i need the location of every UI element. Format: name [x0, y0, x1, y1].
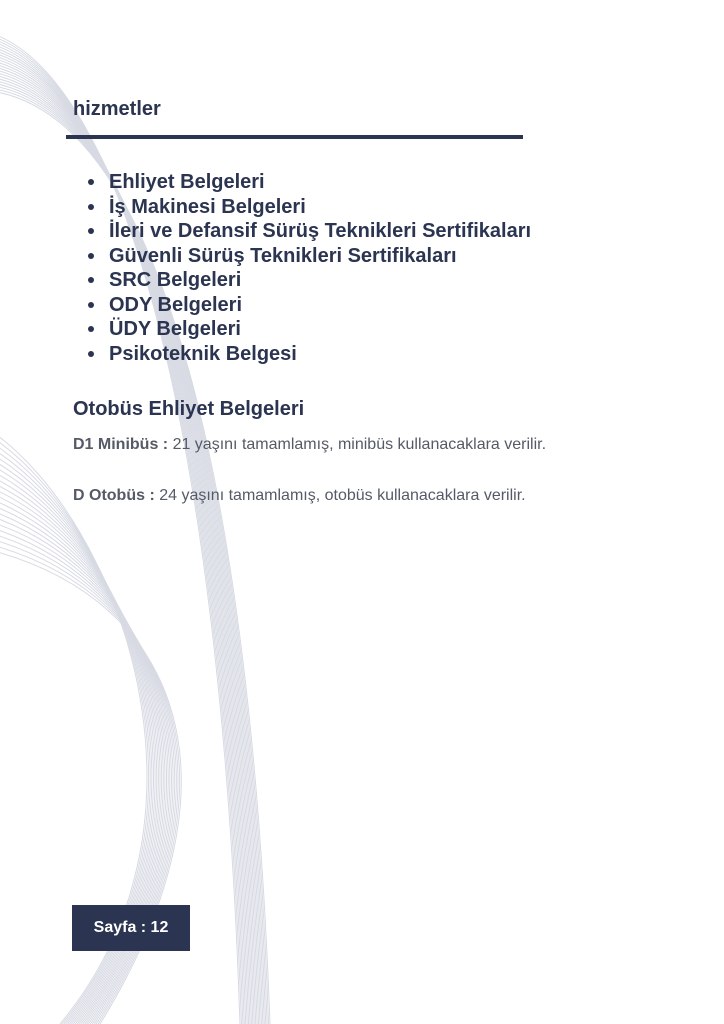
d1-license-description [73, 436, 546, 454]
d-license-description [73, 487, 526, 505]
list-item [88, 219, 531, 244]
section-heading: hizmetler [73, 98, 161, 120]
list-item [88, 342, 531, 367]
list-item [88, 170, 531, 195]
service-label: Psikoteknik Belgesi [109, 342, 297, 365]
list-item [88, 293, 531, 318]
heading-underline [66, 135, 523, 139]
page-number-badge: Sayfa : 12 [72, 905, 190, 951]
list-item [88, 244, 531, 269]
list-item [88, 195, 531, 220]
bullet-icon [88, 253, 94, 259]
service-label: İleri ve Defansif Sürüş Teknikleri Sertifikaları [109, 220, 532, 242]
list-item [88, 317, 531, 342]
bullet-icon [88, 179, 94, 185]
d-license-term: D Otobüs : [73, 487, 155, 504]
bullet-icon [88, 302, 94, 308]
service-label: ÜDY Belgeleri [109, 318, 241, 340]
service-label: Güvenli Sürüş Teknikleri Sertifikaları [109, 244, 457, 267]
d1-license-text: 21 yaşını tamamlamış, minibüs kullanacaklara verilir. [172, 436, 547, 453]
bullet-icon [88, 277, 94, 283]
list-item [88, 268, 531, 293]
bullet-icon [88, 204, 94, 210]
service-label: ODY Belgeleri [109, 293, 243, 316]
bullet-icon [88, 351, 94, 357]
d1-license-term: D1 Minibüs : [73, 436, 169, 453]
bullet-icon [88, 326, 94, 332]
service-label: Ehliyet Belgeleri [109, 171, 265, 193]
service-label: İş Makinesi Belgeleri [109, 195, 306, 218]
bullet-icon [88, 228, 94, 234]
services-list [88, 170, 531, 366]
bus-license-heading: Otobüs Ehliyet Belgeleri [73, 398, 305, 420]
service-label: SRC Belgeleri [109, 269, 242, 291]
d-license-text: 24 yaşını tamamlamış, otobüs kullanacaklara verilir. [159, 487, 526, 504]
